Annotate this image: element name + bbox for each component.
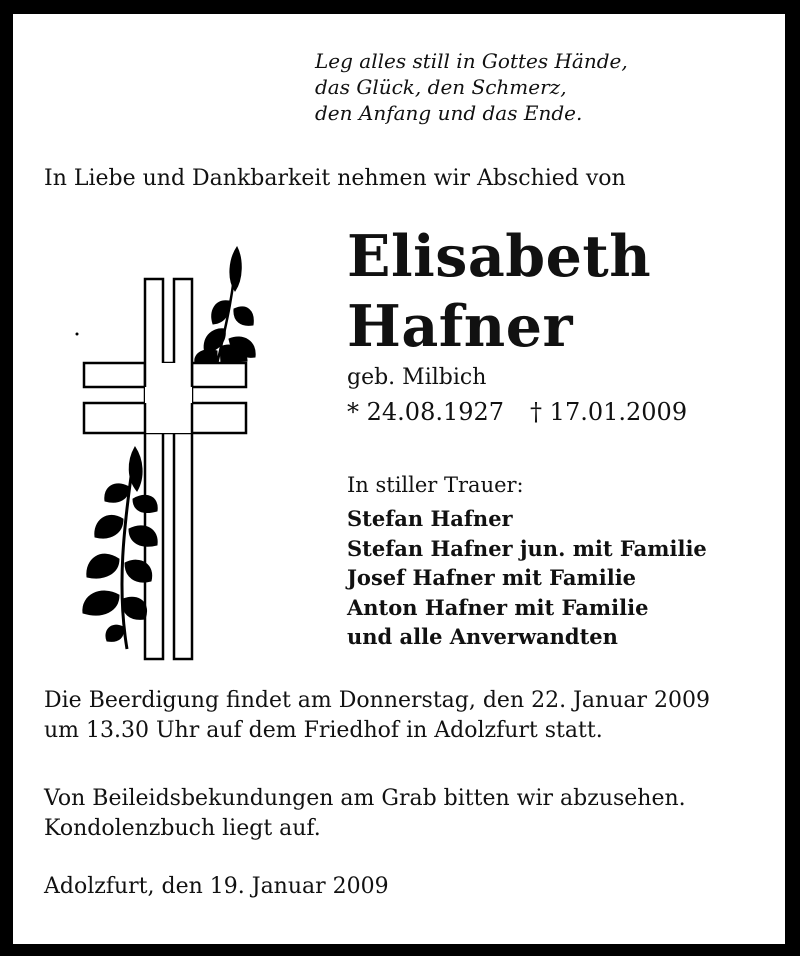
condolence-line: Kondolenzbuch liegt auf. <box>44 816 321 841</box>
condolence-line: Von Beileidsbekundungen am Grab bitten wir abzusehen. <box>44 786 686 811</box>
mourner-name: Stefan Hafner jun. mit Familie <box>347 535 707 561</box>
poem-line: den Anfang und das Ende. <box>315 101 583 125</box>
funeral-info <box>44 686 710 746</box>
funeral-line: um 13.30 Uhr auf dem Friedhof in Adolzfurt statt. <box>44 718 603 743</box>
deceased-name <box>347 222 651 362</box>
death-date: † 17.01.2009 <box>530 398 688 426</box>
mourning-label: In stiller Trauer: <box>347 473 524 497</box>
funeral-line: Die Beerdigung findet am Donnerstag, den 22. Januar 2009 <box>44 688 710 713</box>
deceased-first-name: Elisabeth <box>347 223 652 290</box>
condolence-info <box>44 784 686 844</box>
poem-line: das Glück, den Schmerz, <box>315 75 567 99</box>
poem <box>315 48 628 126</box>
poem-line: Leg alles still in Gottes Hände, <box>315 49 628 73</box>
cross-with-olive-branch-icon <box>67 229 267 669</box>
life-dates <box>347 396 687 428</box>
mourner-name: und alle Anverwandten <box>347 624 618 649</box>
obituary-notice <box>13 14 785 944</box>
intro-text: In Liebe und Dankbarkeit nehmen wir Abschied von <box>44 166 626 191</box>
mourner-name: Anton Hafner mit Familie <box>347 594 649 620</box>
maiden-name: geb. Milbich <box>347 365 487 390</box>
mourners-list <box>347 504 707 652</box>
speck <box>76 333 79 336</box>
deceased-last-name: Hafner <box>347 293 574 360</box>
birth-date: * 24.08.1927 <box>347 398 505 426</box>
mourner-name: Stefan Hafner <box>347 506 513 531</box>
upper-olive-sprig <box>195 247 255 364</box>
place-and-date: Adolzfurt, den 19. Januar 2009 <box>44 874 389 899</box>
mourner-name: Josef Hafner mit Familie <box>347 565 637 590</box>
